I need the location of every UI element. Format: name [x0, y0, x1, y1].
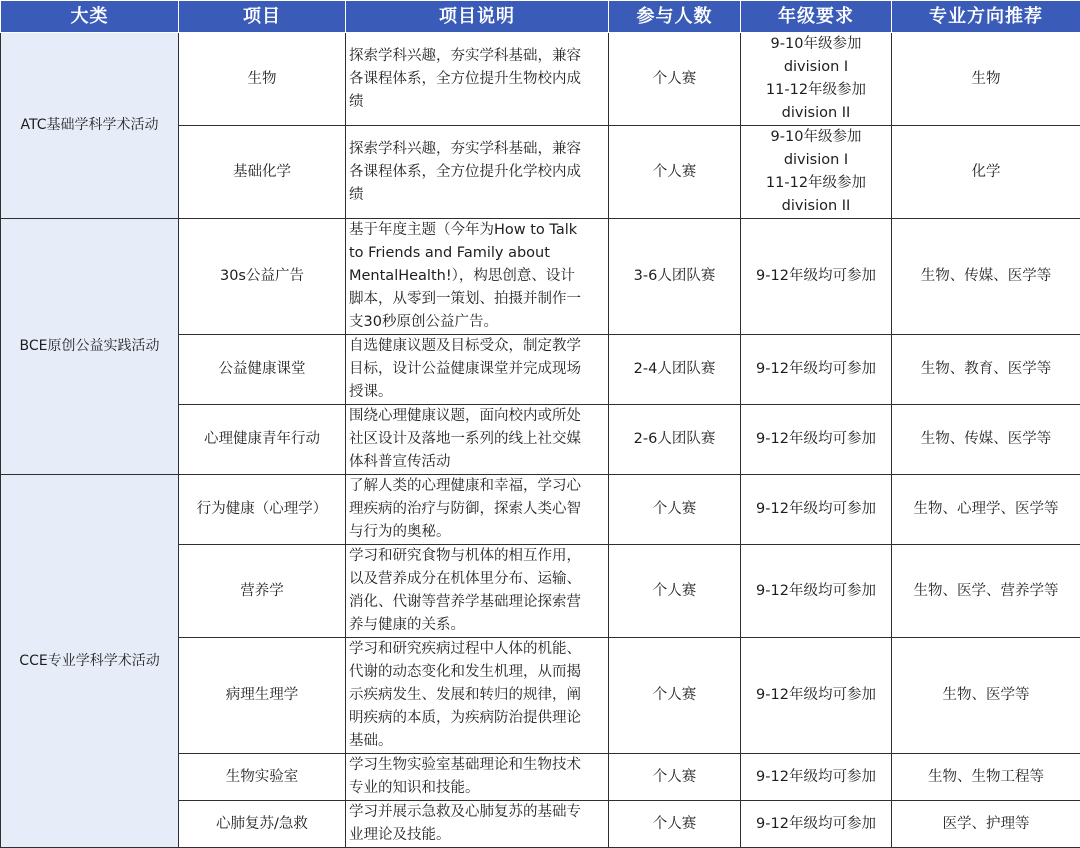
participants-cell: 2-4人团队赛 [609, 335, 741, 405]
category-cell: CCE专业学科学术活动 [1, 475, 179, 848]
major-cell: 医学、护理等 [892, 801, 1080, 848]
grade-cell: 9-12年级均可参加 [741, 801, 892, 848]
header-major: 专业方向推荐 [892, 1, 1080, 33]
participants-cell: 个人赛 [609, 126, 741, 219]
project-cell: 生物实验室 [179, 754, 346, 801]
major-cell: 生物、传媒、医学等 [892, 405, 1080, 475]
project-cell: 营养学 [179, 545, 346, 638]
participants-cell: 个人赛 [609, 801, 741, 848]
grade-cell: 9-10年级参加 division I 11-12年级参加 division II [741, 33, 892, 126]
grade-cell: 9-10年级参加 division I 11-12年级参加 division II [741, 126, 892, 219]
description-cell: 自选健康议题及目标受众，制定教学 目标，设计公益健康课堂并完成现场 授课。 [346, 335, 609, 405]
major-cell: 化学 [892, 126, 1080, 219]
major-cell: 生物、医学、营养学等 [892, 545, 1080, 638]
project-cell: 行为健康（心理学） [179, 475, 346, 545]
table-row [1, 33, 1080, 126]
participants-cell: 个人赛 [609, 754, 741, 801]
description-cell: 学习和研究食物与机体的相互作用， 以及营养成分在机体里分布、运输、 消化、代谢等营养学基础理论探索营 养与健康的关系。 [346, 545, 609, 638]
participants-cell: 3-6人团队赛 [609, 219, 741, 335]
header-participants: 参与人数 [609, 1, 741, 33]
major-cell: 生物 [892, 33, 1080, 126]
grade-cell: 9-12年级均可参加 [741, 545, 892, 638]
description-cell: 学习并展示急救及心肺复苏的基础专 业理论及技能。 [346, 801, 609, 848]
category-cell: BCE原创公益实践活动 [1, 219, 179, 475]
participants-cell: 个人赛 [609, 33, 741, 126]
project-cell: 生物 [179, 33, 346, 126]
project-cell: 30s公益广告 [179, 219, 346, 335]
description-cell: 围绕心理健康议题，面向校内或所处 社区设计及落地一系列的线上社交媒 体科普宣传活动 [346, 405, 609, 475]
major-cell: 生物、生物工程等 [892, 754, 1080, 801]
grade-cell: 9-12年级均可参加 [741, 475, 892, 545]
grade-cell: 9-12年级均可参加 [741, 405, 892, 475]
description-cell: 学习和研究疾病过程中人体的机能、 代谢的动态变化和发生机理，从而揭 示疾病发生、发展和转归的规律，阐 明疾病的本质，为疾病防治提供理论 基础。 [346, 638, 609, 754]
major-cell: 生物、心理学、医学等 [892, 475, 1080, 545]
description-cell: 探索学科兴趣，夯实学科基础，兼容 各课程体系，全方位提升生物校内成 绩 [346, 33, 609, 126]
grade-cell: 9-12年级均可参加 [741, 219, 892, 335]
grade-cell: 9-12年级均可参加 [741, 754, 892, 801]
description-cell: 了解人类的心理健康和幸福，学习心 理疾病的治疗与防御，探索人类心智 与行为的奥秘。 [346, 475, 609, 545]
description-cell: 探索学科兴趣，夯实学科基础，兼容 各课程体系，全方位提升化学校内成 绩 [346, 126, 609, 219]
major-cell: 生物、医学等 [892, 638, 1080, 754]
project-cell: 基础化学 [179, 126, 346, 219]
table-row [1, 219, 1080, 335]
header-category: 大类 [1, 1, 179, 33]
description-cell: 学习生物实验室基础理论和生物技术 专业的知识和技能。 [346, 754, 609, 801]
participants-cell: 个人赛 [609, 475, 741, 545]
grade-cell: 9-12年级均可参加 [741, 638, 892, 754]
category-cell: ATC基础学科学术活动 [1, 33, 179, 219]
project-cell: 病理生理学 [179, 638, 346, 754]
description-cell: 基于年度主题（今年为How to Talk to Friends and Family about MentalHealth!），构思创意、设计 脚本，从零到一策划、拍摄并制作一 支30秒原创公益广告。 [346, 219, 609, 335]
header-description: 项目说明 [346, 1, 609, 33]
major-cell: 生物、传媒、医学等 [892, 219, 1080, 335]
header-row [1, 1, 1080, 33]
header-grade: 年级要求 [741, 1, 892, 33]
header-project: 项目 [179, 1, 346, 33]
grade-cell: 9-12年级均可参加 [741, 335, 892, 405]
participants-cell: 2-6人团队赛 [609, 405, 741, 475]
project-cell: 公益健康课堂 [179, 335, 346, 405]
major-cell: 生物、教育、医学等 [892, 335, 1080, 405]
table-row [1, 475, 1080, 545]
project-cell: 心肺复苏/急救 [179, 801, 346, 848]
participants-cell: 个人赛 [609, 638, 741, 754]
project-cell: 心理健康青年行动 [179, 405, 346, 475]
participants-cell: 个人赛 [609, 545, 741, 638]
